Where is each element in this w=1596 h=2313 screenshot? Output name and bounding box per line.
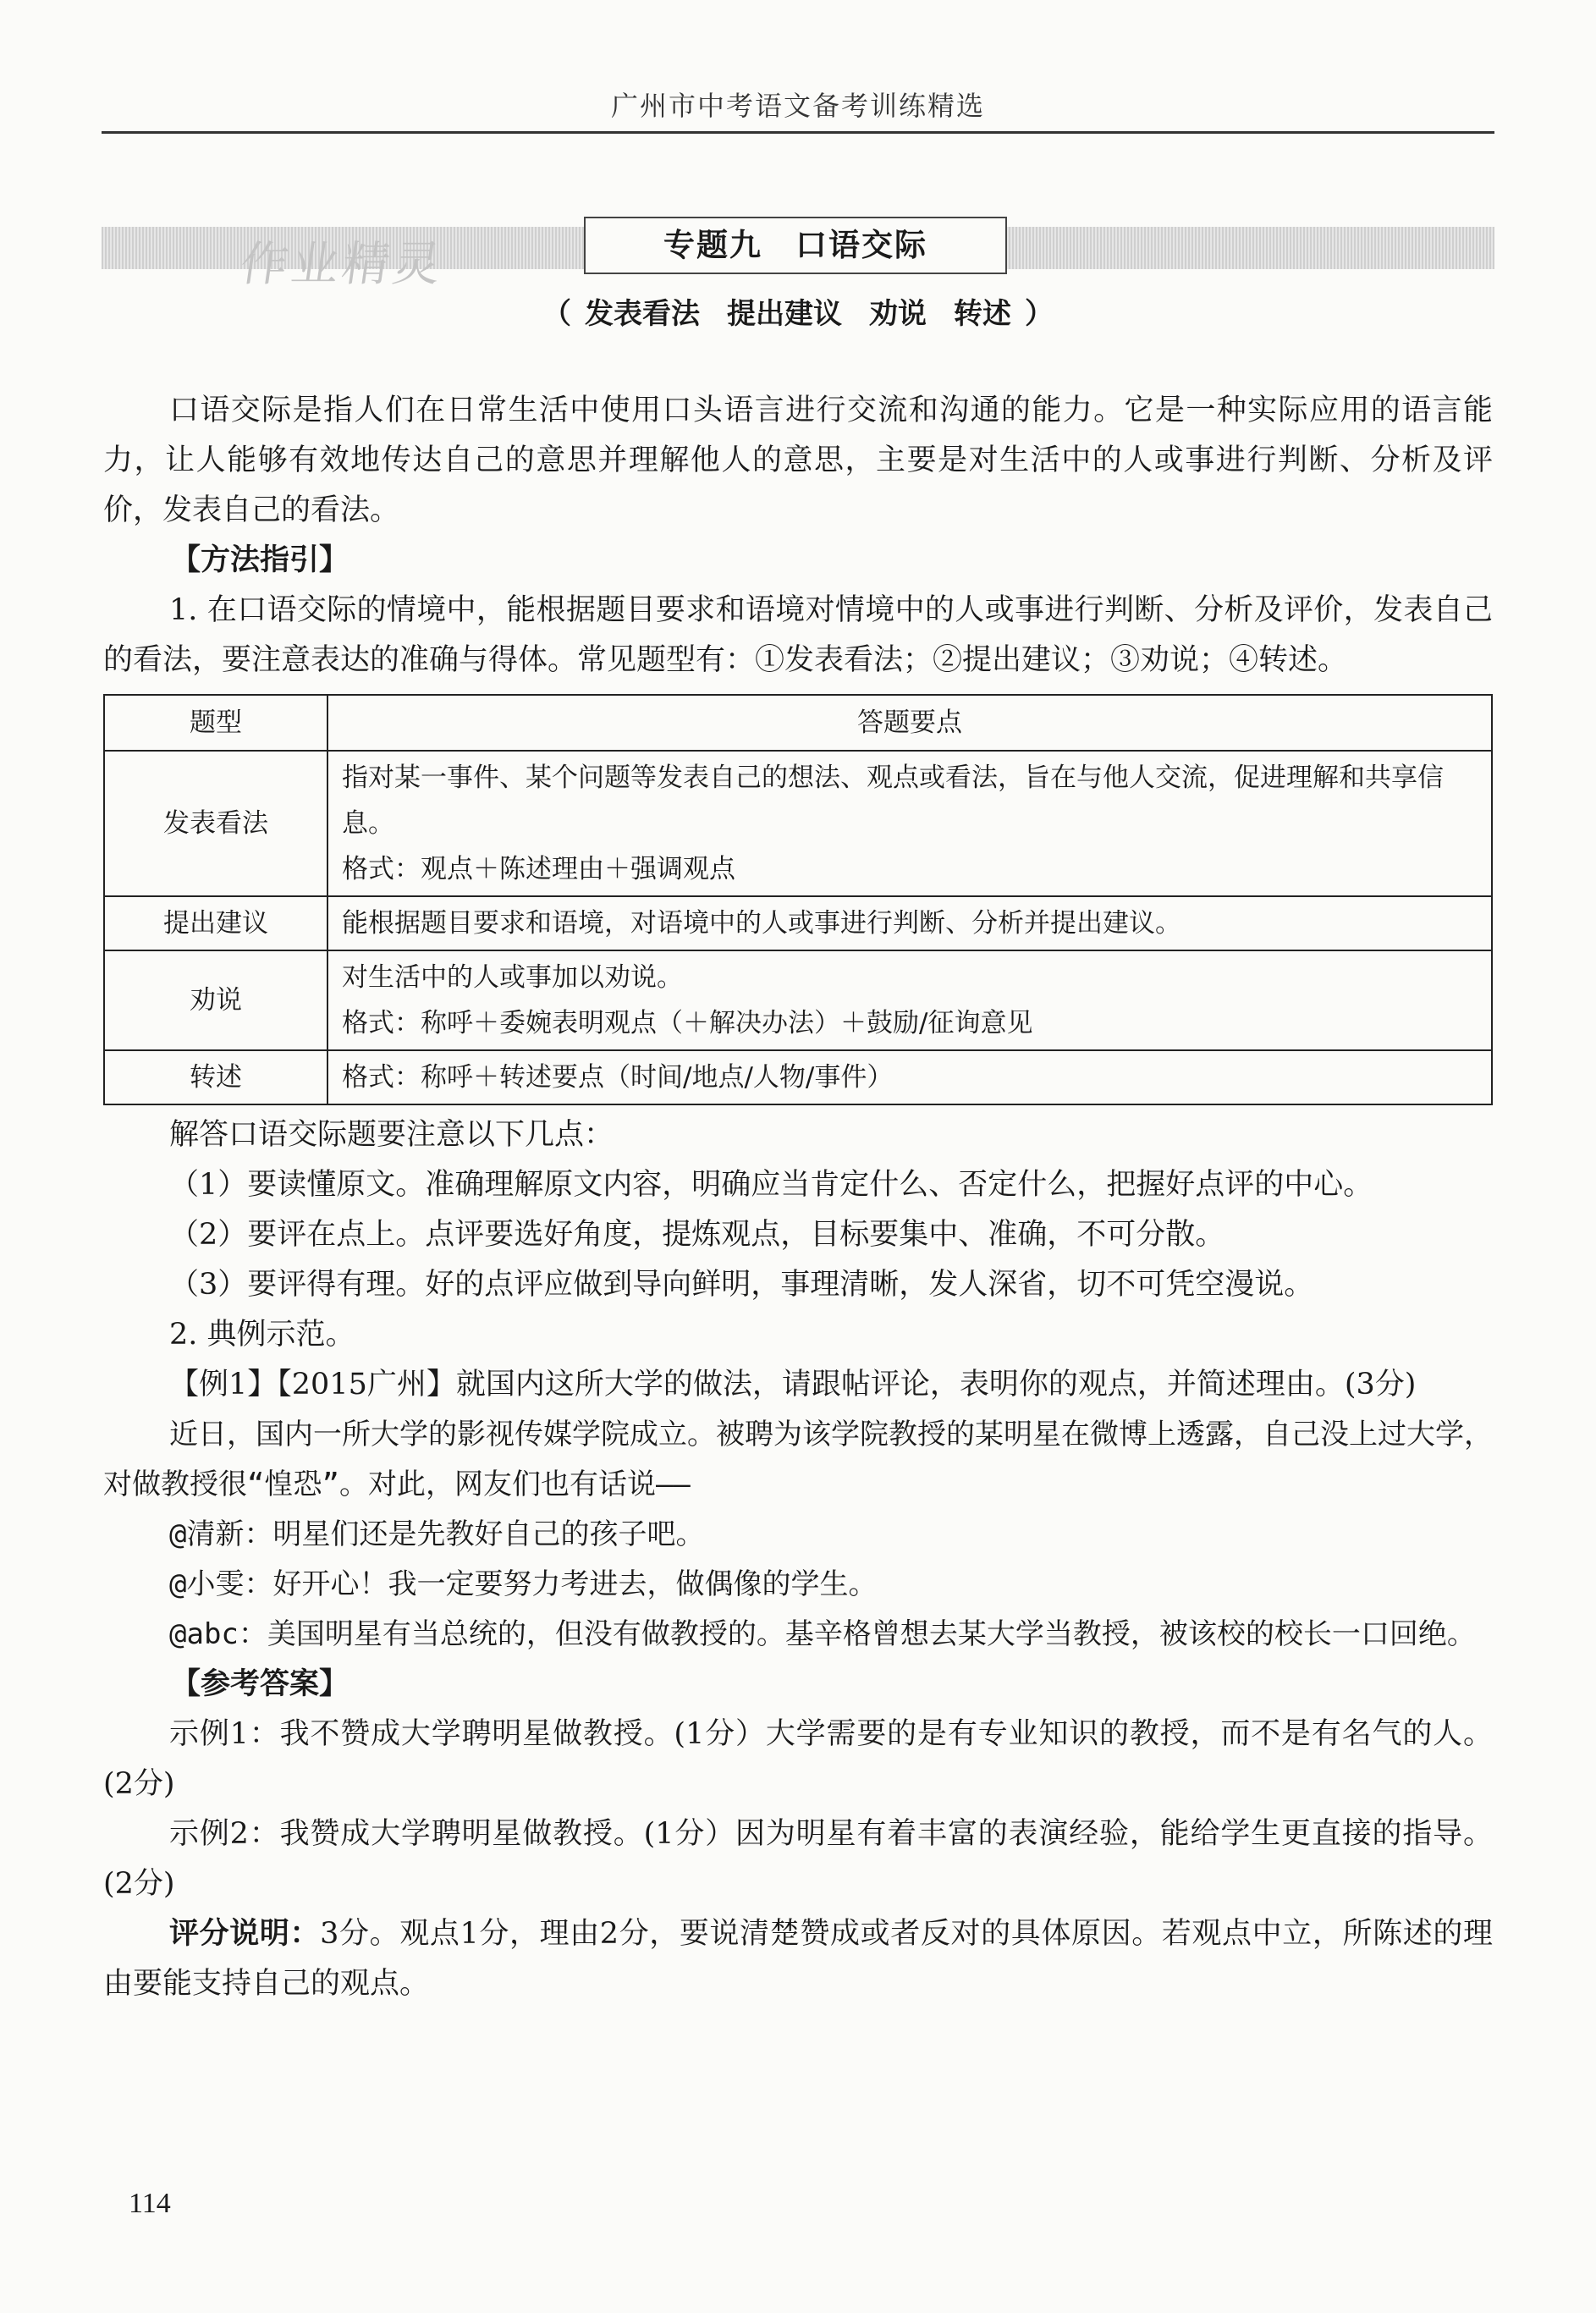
subtitle-item: 转述 xyxy=(954,297,1011,331)
scoring-label: 评分说明： xyxy=(169,1917,321,1951)
row-points xyxy=(327,896,1492,950)
row-line: 能根据题目要求和语境，对语境中的人或事进行判断、分析并提出建议。 xyxy=(342,908,1181,939)
scoring-note xyxy=(103,1909,1493,2009)
row-line: 对生活中的人或事加以劝说。 xyxy=(342,962,683,993)
row-type: 发表看法 xyxy=(104,751,327,896)
example-question: 【例1】【2015广州】就国内这所大学的做法，请跟帖评论，表明你的观点，并简述理由。(3分) xyxy=(169,1368,1417,1402)
answer-item: 示例2：我赞成大学聘明星做教授。(1分）因为明星有着丰富的表演经验，能给学生更直接的指导。(2分) xyxy=(103,1817,1493,1901)
note-item: （1）要读懂原文。准确理解原文内容，明确应当肯定什么、否定什么，把握好点评的中心。 xyxy=(169,1168,1373,1202)
row-points xyxy=(327,1050,1492,1104)
table-header-row xyxy=(104,695,1492,751)
subtitle-item: 劝说 xyxy=(869,297,927,331)
subtitle-item: 发表看法 xyxy=(585,297,700,331)
topic-title: 专题九 口语交际 xyxy=(584,217,1007,274)
row-points xyxy=(327,751,1492,896)
row-type: 转述 xyxy=(104,1050,327,1104)
row-type: 劝说 xyxy=(104,950,327,1050)
row-line: 指对某一事件、某个问题等发表自己的想法、观点或看法，旨在与他人交流，促进理解和共享信息。 xyxy=(342,763,1444,839)
notes-intro: 解答口语交际题要注意以下几点： xyxy=(169,1118,614,1152)
row-type: 提出建议 xyxy=(104,896,327,950)
comment-item: @abc：美国明星有当总统的，但没有做教授的。基辛格曾想去某大学当教授，被该校的校长一口回绝。 xyxy=(169,1617,1476,1651)
row-points xyxy=(327,950,1492,1050)
header-rule xyxy=(102,131,1494,134)
intro-paragraph: 口语交际是指人们在日常生活中使用口头语言进行交流和沟通的能力。它是一种实际应用的语言能力，让人能够有效地传达自己的意思并理解他人的意思，主要是对生活中的人或事进行判断、分析及评价，发表自己的看法。 xyxy=(103,394,1493,527)
table-row xyxy=(104,950,1492,1050)
example-text: 近日，国内一所大学的影视传媒学院成立。被聘为该学院教授的某明星在微博上透露，自己没上过大学，对做教授很“惶恐”。对此，网友们也有话说—— xyxy=(103,1418,1493,1501)
note-item: （2）要评在点上。点评要选好角度，提炼观点，目标要集中、准确，不可分散。 xyxy=(169,1218,1225,1252)
question-type-table xyxy=(103,694,1493,1105)
comment-item: @小雯：好开心！我一定要努力考进去，做偶像的学生。 xyxy=(169,1567,878,1601)
row-line: 格式：称呼＋委婉表明观点（＋解决办法）＋鼓励/征询意见 xyxy=(342,1008,1033,1038)
note-item: （3）要评得有理。好的点评应做到导向鲜明，事理清晰，发人深省，切不可凭空漫说。 xyxy=(169,1268,1314,1302)
answer-heading: 【参考答案】 xyxy=(171,1667,349,1701)
row-line: 格式：称呼＋转述要点（时间/地点/人物/事件） xyxy=(342,1062,894,1093)
running-header: 广州市中考语文备考训练精选 xyxy=(610,90,985,122)
header-points: 答题要点 xyxy=(327,695,1492,751)
row-line: 格式：观点＋陈述理由＋强调观点 xyxy=(342,854,735,884)
table-row xyxy=(104,896,1492,950)
main-content xyxy=(103,386,1493,2009)
answer-item: 示例1：我不赞成大学聘明星做教授。(1分）大学需要的是有专业知识的教授，而不是有名气的人。(2分) xyxy=(103,1717,1493,1801)
example-heading: 2. 典例示范。 xyxy=(169,1318,355,1352)
table-row xyxy=(104,1050,1492,1104)
header-type: 题型 xyxy=(104,695,327,751)
subtitle-item: 提出建议 xyxy=(727,297,842,331)
scoring-text: 3分。观点1分，理由2分，要说清楚赞成或者反对的具体原因。若观点中立，所陈述的理由要能支持自己的观点。 xyxy=(103,1917,1493,2001)
table-row xyxy=(104,751,1492,896)
page-number: 114 xyxy=(129,2188,171,2219)
topic-subtitle: （ 发表看法 提出建议 劝说 转述 ） xyxy=(542,297,1054,331)
watermark: 作业精灵 xyxy=(236,237,448,292)
method-item-1: 1. 在口语交际的情境中，能根据题目要求和语境对情境中的人或事进行判断、分析及评价，发表自己的看法，要注意表达的准确与得体。常见题型有：①发表看法；②提出建议；③劝说；④转述。 xyxy=(103,593,1493,677)
comment-item: @清新：明星们还是先教好自己的孩子吧。 xyxy=(169,1517,705,1551)
method-heading: 【方法指引】 xyxy=(171,543,349,577)
